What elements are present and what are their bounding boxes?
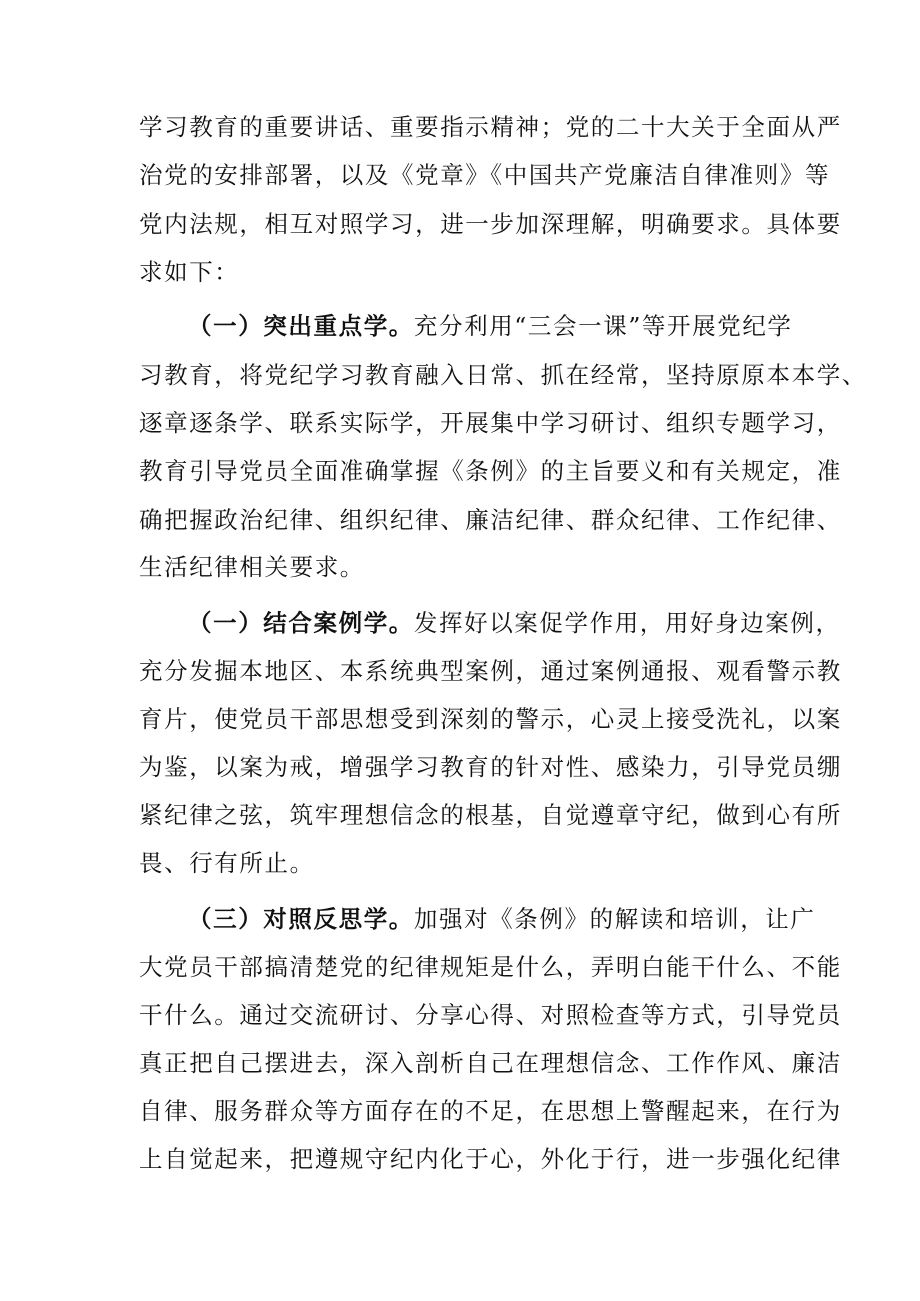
section2-first-line-text: 发挥好以案促学作用，用好身边案例， [413, 609, 841, 637]
section2-line-3: 育片，使党员干部思想受到深刻的警示，心灵上接受洗礼，以案 [139, 705, 842, 733]
section2-heading: （一）结合案例学。 [188, 609, 414, 637]
section1-line-4: 教育引导党员全面准确掌握《条例》的主旨要义和有关规定，准 [139, 457, 842, 485]
section1-line-6: 生活纪律相关要求。 [139, 553, 365, 581]
intro-line-1: 学习教育的重要讲话、重要指示精神；党的二十大关于全面从严 [139, 113, 842, 141]
intro-line-3: 党内法规，相互对照学习，进一步加深理解，明确要求。具体要 [139, 210, 842, 238]
section1-line-5: 确把握政治纪律、组织纪律、廉洁纪律、群众纪律、工作纪律、 [139, 506, 842, 534]
section3-line-4: 真正把自己摆进去，深入剖析自己在理想信念、工作作风、廉洁 [139, 1049, 842, 1077]
section1-line-2: 习教育，将党纪学习教育融入日常、抓在经常，坚持原原本本学、 [139, 361, 867, 389]
section3-line-6: 上自觉起来，把遵规守纪内化于心，外化于行，进一步强化纪律 [139, 1145, 842, 1173]
section1-first-line [188, 303, 793, 349]
section3-heading: （三）对照反思学。 [188, 905, 414, 933]
section2-line-4: 为鉴，以案为戒，增强学习教育的针对性、感染力，引导党员绷 [139, 753, 842, 781]
intro-line-4: 求如下： [139, 258, 240, 286]
section2-line-2: 充分发掘本地区、本系统典型案例，通过案例通报、观看警示教 [139, 657, 842, 685]
intro-line-2: 治党的安排部署，以及《党章》《中国共产党廉洁自律准则》等 [139, 161, 831, 189]
section3-first-line [188, 896, 816, 942]
section2-line-5: 紧纪律之弦，筑牢理想信念的根基，自觉遵章守纪，做到心有所 [139, 801, 842, 829]
section1-first-line-text: 充分利用“三会一课”等开展党纪学 [413, 312, 793, 340]
section3-line-3: 干什么。通过交流研讨、分享心得、对照检查等方式，引导党员 [139, 1001, 842, 1029]
section3-first-line-text: 加强对《条例》的解读和培训，让广 [413, 905, 816, 933]
section2-line-6: 畏、行有所止。 [139, 849, 315, 877]
section3-line-2: 大党员干部搞清楚党的纪律规矩是什么，弄明白能干什么、不能 [139, 953, 842, 981]
section1-heading: （一）突出重点学。 [188, 312, 414, 340]
section1-line-3: 逐章逐条学、联系实际学，开展集中学习研讨、组织专题学习， [139, 409, 842, 437]
section3-line-5: 自律、服务群众等方面存在的不足，在思想上警醒起来，在行为 [139, 1097, 842, 1125]
section2-first-line [188, 600, 841, 646]
